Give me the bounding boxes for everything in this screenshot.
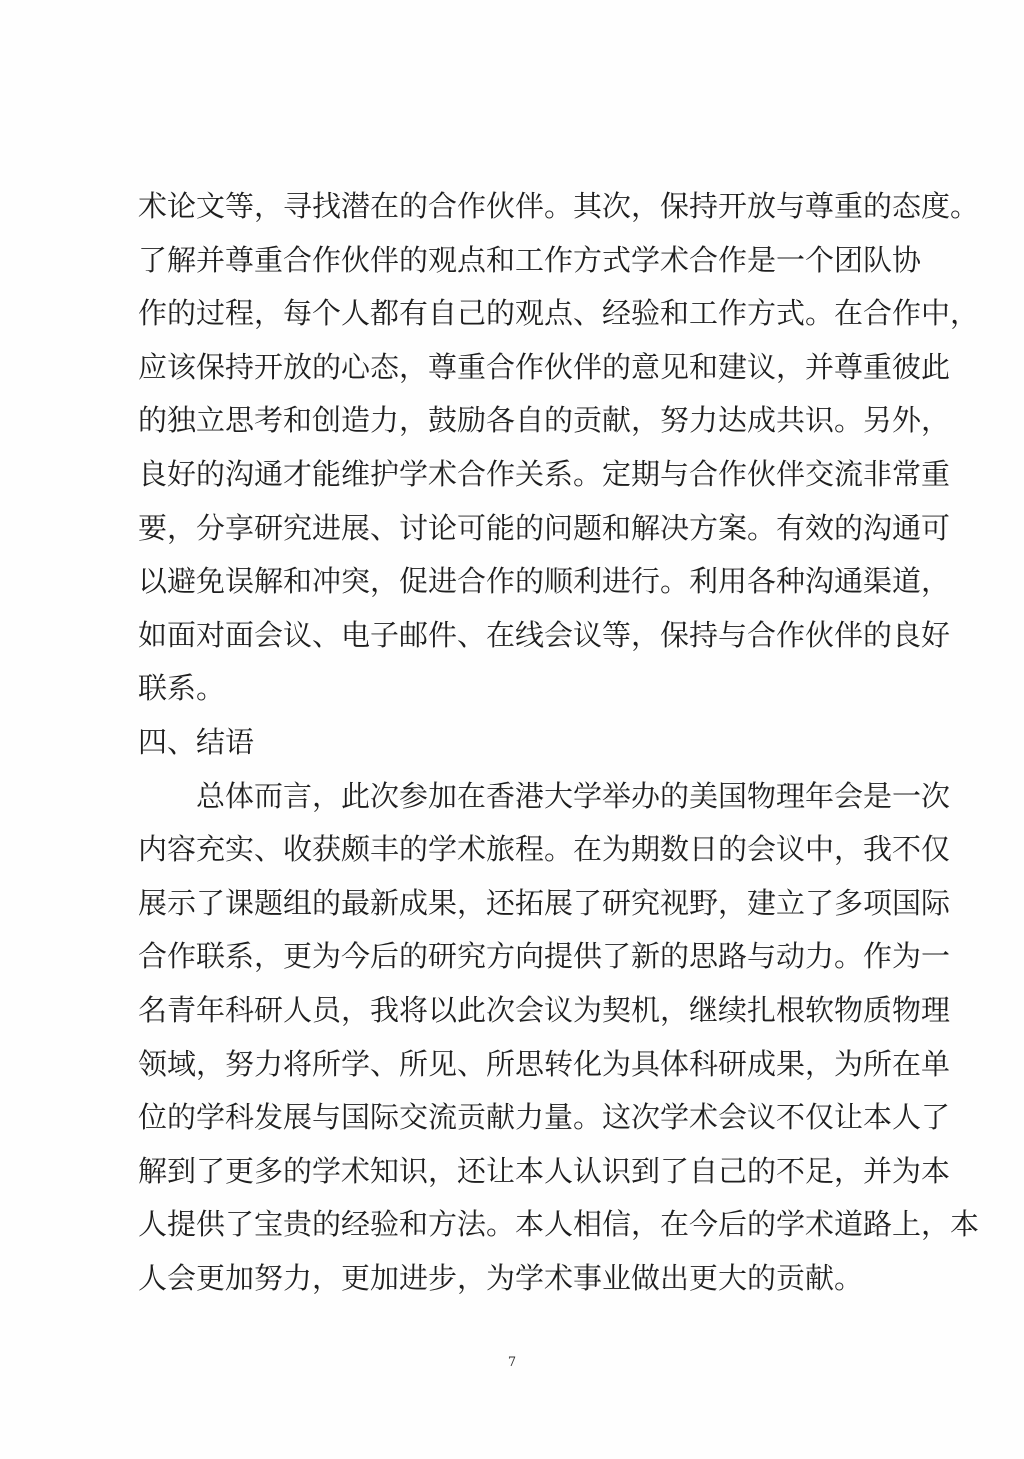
conclusion-line: 展示了课题组的最新成果，还拓展了研究视野，建立了多项国际	[138, 885, 951, 920]
page-number: 7	[507, 1355, 517, 1370]
conclusion-line: 总体而言，此次参加在香港大学举办的美国物理年会是一次	[196, 778, 951, 813]
paragraph-line: 以避免误解和冲突，促进合作的顺利进行。利用各种沟通渠道，	[138, 564, 951, 599]
paragraph-line: 应该保持开放的心态，尊重合作伙伴的意见和建议，并尊重彼此	[138, 349, 951, 384]
conclusion-line: 人提供了宝贵的经验和方法。本人相信，在今后的学术道路上，本	[138, 1207, 980, 1242]
paragraph-line: 如面对面会议、电子邮件、在线会议等，保持与合作伙伴的良好	[138, 617, 951, 652]
conclusion-line: 解到了更多的学术知识，还让本人认识到了自己的不足，并为本	[138, 1153, 951, 1188]
conclusion-line: 合作联系，更为今后的研究方向提供了新的思路与动力。作为一	[138, 939, 951, 974]
conclusion-line: 位的学科发展与国际交流贡献力量。这次学术会议不仅让本人了	[138, 1100, 951, 1135]
conclusion-line: 内容充实、收获颇丰的学术旅程。在为期数日的会议中，我不仅	[138, 832, 951, 867]
paragraph-line: 术论文等，寻找潜在的合作伙伴。其次，保持开放与尊重的态度。	[138, 189, 980, 223]
paragraph-line: 作的过程，每个人都有自己的观点、经验和工作方式。在合作中，	[138, 296, 980, 331]
paragraph-line: 良好的沟通才能维护学术合作关系。定期与合作伙伴交流非常重	[138, 456, 951, 491]
section-heading: 四、结语	[138, 724, 255, 759]
conclusion-line: 领域，努力将所学、所见、所思转化为具体科研成果，为所在单	[138, 1046, 951, 1081]
paragraph-line: 了解并尊重合作伙伴的观点和工作方式学术合作是一个团队协	[138, 242, 922, 277]
conclusion-line: 名青年科研人员，我将以此次会议为契机，继续扎根软物质物理	[138, 992, 951, 1027]
paragraph-line-last: 联系。	[138, 671, 226, 706]
document-body	[138, 180, 980, 1305]
paragraph-line: 的独立思考和创造力，鼓励各自的贡献，努力达成共识。另外，	[138, 403, 951, 438]
paragraph-line: 要，分享研究进展、讨论可能的问题和解决方案。有效的沟通可	[138, 510, 951, 545]
conclusion-line-last: 人会更加努力，更加进步，为学术事业做出更大的贡献。	[138, 1260, 864, 1295]
